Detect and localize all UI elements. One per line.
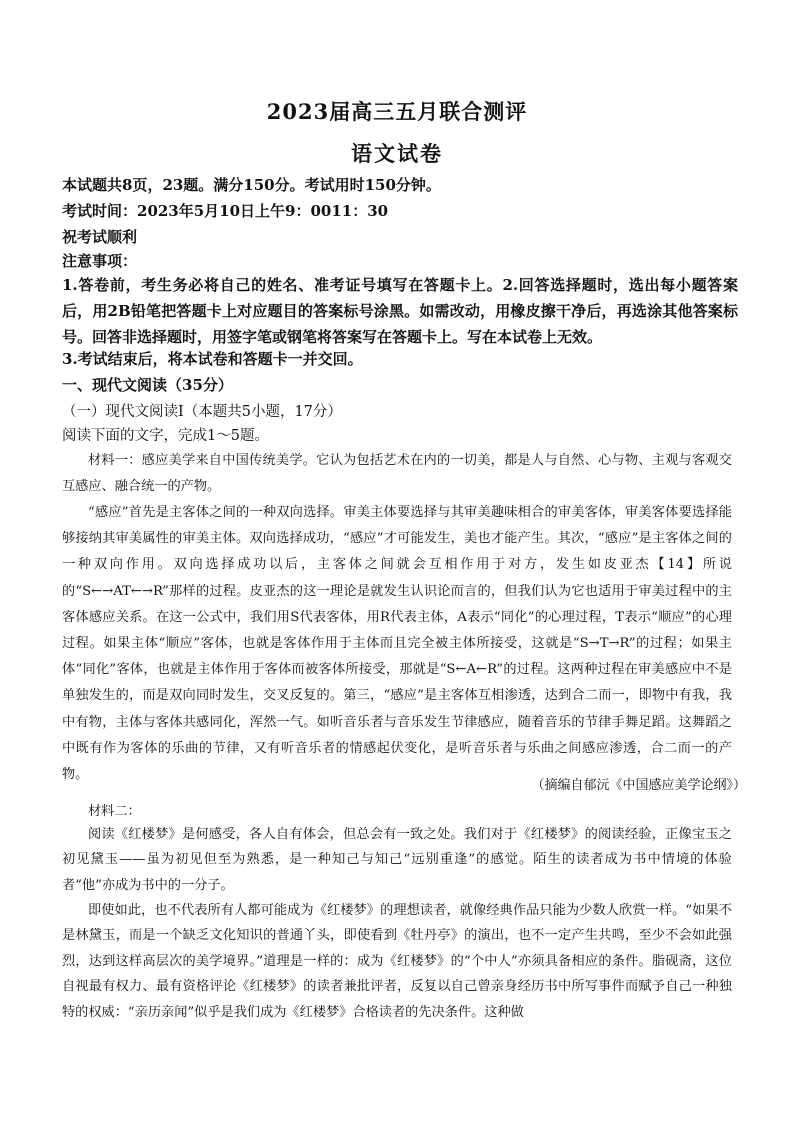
exam-info-line1: 本试题共8页，23题。满分150分。考试用时150分钟。 <box>62 176 441 194</box>
exam-wish: 祝考试顺利 <box>62 228 138 246</box>
material2-para1: 阅读《红楼梦》是何感受，各人自有体会，但总会有一致之处。我们对于《红楼梦》的阅读经验，正像宝玉之初见黛玉——虽为初见但至为熟悉，是一种知己与知己“远别重逢”的感觉。陌生的读者成为书中情境的体验者“他”亦成为书中的一分子。 <box>62 827 732 893</box>
material1-source: （摘编自郁沅《中国感应美学论纲》） <box>531 778 746 793</box>
material1-para2: “感应”首先是主客体之间的一种双向选择。审美主体要选择与其审美趣味相合的审美客体，审美客体要选择能够接纳其审美属性的审美主体。双向选择成功，“感应”才可能发生，美也才能产生。其次，“感应”是主客体之间的一种双向作用。双向选择成功以后，主客体之间就会互相作用于对方，发生如皮亚杰【14】所说的“S←→AT←→R”那样的过程。皮亚杰的这一理论是就发生认识论而言的，但我们认为它也适用于审美过程中的主客体感应关系。在这一公式中，我们用S代表客体，用R代表主体，A表示“同化”的心理过程，T表示“顺应”的心理过程。如果主体“顺应”客体，也就是客体作用于主体而且完全被主体所接受，这就是“S→T→R”的过程；如果主体“同化”客体，也就是主体作用于客体而被客体所接受，那就是“S←A←R”的过程。这两种过程在审美感应中不是单独发生的，而是双向同时发生，交叉反复的。第三，“感应”是主客体互相渗透，达到合二而一，即物中有我，我中有物，主体与客体共感同化，浑然一气。如听音乐者与音乐发生节律感应，随着音乐的节律手舞足蹈。这舞蹈之中既有作为客体的乐曲的节律，又有听音乐者的情感起伏变化，是听音乐者与乐曲之间感应渗透，合二而一的产物。 <box>62 505 732 783</box>
subject-title: 语文试卷 <box>351 141 443 166</box>
material2-label: 材料二： <box>88 804 141 819</box>
notice-items-1-2: 1.答卷前，考生务必将自己的姓名、准考证号填写在答题卡上。2.回答选择题时，选出每小题答案后，用2B铅笔把答题卡上对应题目的答案标号涂黑。如需改动，用橡皮擦干净后，再选涂其他答案标号。回答非选择题时，用签字笔或钢笔将答案写在答题卡上。写在本试卷上无效。 <box>62 276 738 346</box>
material1-para1: 材料一：感应美学来自中国传统美学。它认为包括艺术在内的一切美，都是人与自然、心与物、主观与客观交互感应、融合统一的产物。 <box>62 453 732 495</box>
notice-heading: 注意事项： <box>62 252 138 270</box>
reading-instruction: 阅读下面的文字，完成1～5题。 <box>62 428 269 444</box>
section-sub-heading: （一）现代文阅读Ⅰ（本题共5小题，17分） <box>62 404 342 420</box>
exam-info-line2: 考试时间：2023年5月10日上午9：0011：30 <box>62 202 389 220</box>
exam-title: 2023届高三五月联合测评 <box>266 99 528 124</box>
material2-para2: 即使如此，也不代表所有人都可能成为《红楼梦》的理想读者，就像经典作品只能为少数人欣赏一样。“如果不是林黛玉，而是一个缺乏文化知识的普通丫头，即使看到《牡丹亭》的演出，也不一定产生共鸣，至少不会如此强烈，达到这样高层次的美学境界。”道理是一样的：成为《红楼梦》的“个中人”亦须具备相应的条件。脂砚斋，这位自视最有权力、最有资格评论《红楼梦》的读者兼批评者，反复以自己曾亲身经历书中所写事件而赋予自己一种独特的权威：“亲历亲闻”似乎是我们成为《红楼梦》合格读者的先决条件。这种做 <box>62 903 732 1020</box>
notice-item-3: 3.考试结束后，将本试卷和答题卡一并交回。 <box>62 350 363 368</box>
section-heading: 一、现代文阅读（35分） <box>62 376 233 394</box>
